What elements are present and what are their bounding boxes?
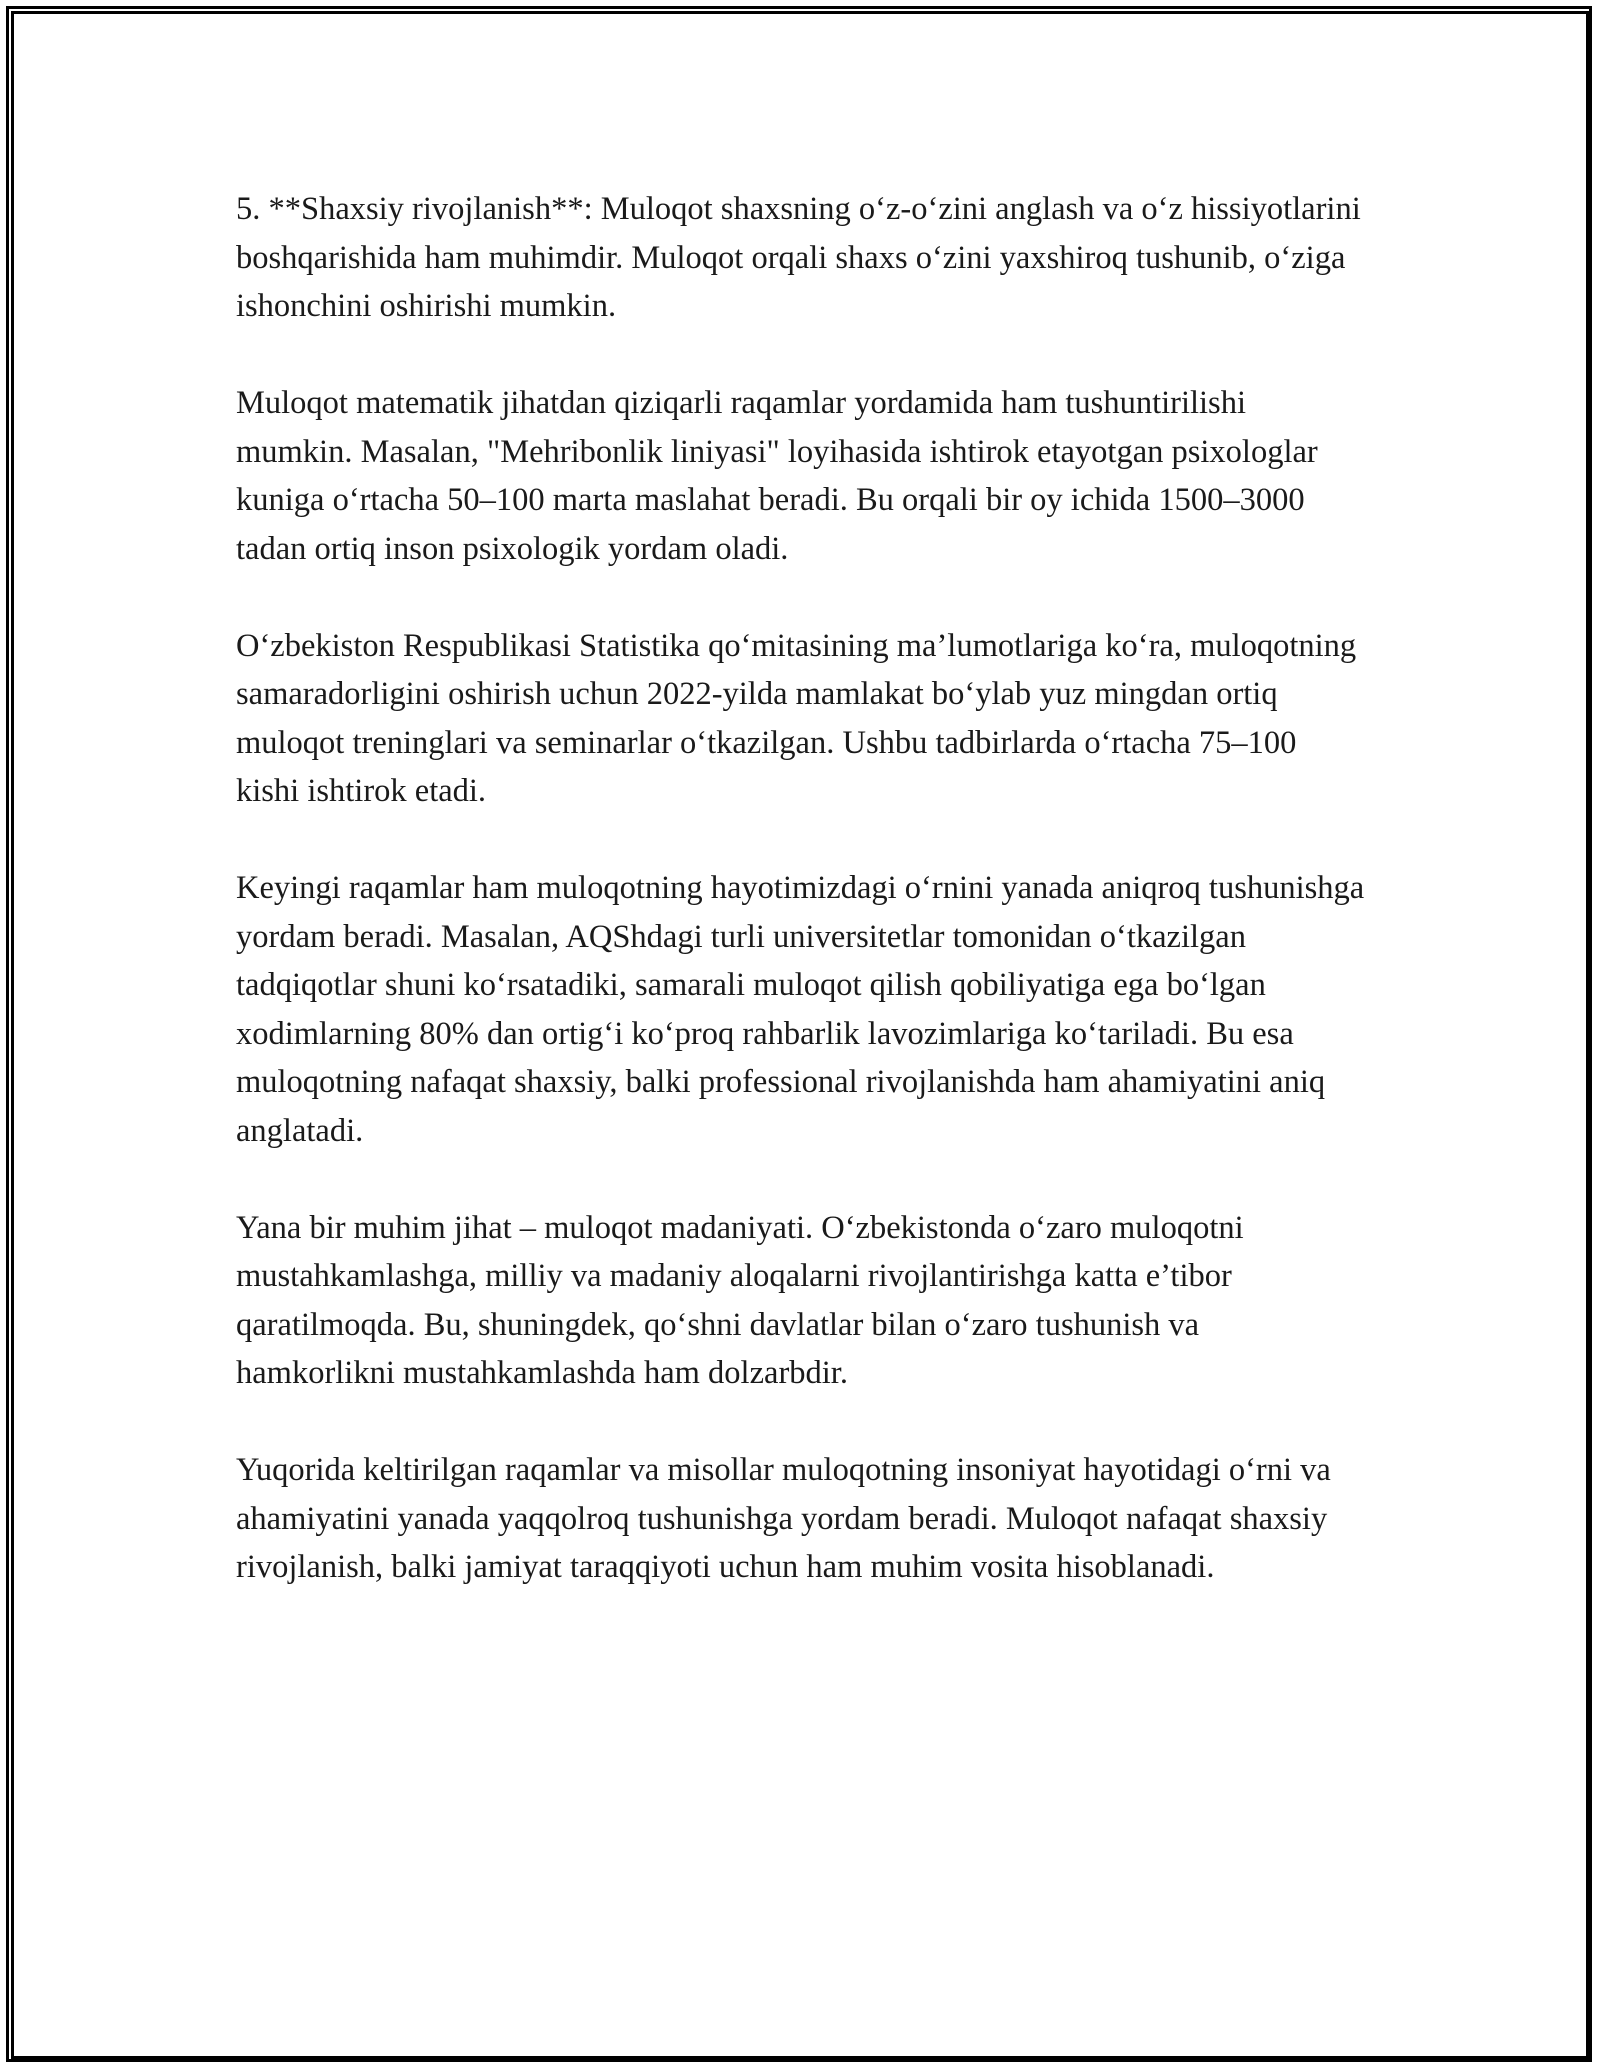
paragraph-mehribonlik-line: Muloqot matematik jihatdan qiziqarli raqamlar yordamida ham tushuntirilishi mumkin. Masalan, "Mehribonlik liniyasi" loyihasida ishtirok etayotgan psixologlar kuniga o‘rtacha 50–100 marta maslahat beradi. Bu orqali bir oy ichida 1500–3000 tadan ortiq inson psixologik yordam oladi.	[236, 385, 1318, 567]
paragraph-communication-culture: Yana bir muhim jihat – muloqot madaniyati. O‘zbekistonda o‘zaro muloqotni mustahkamlashga, milliy va madaniy aloqalarni rivojlantirishga katta e’tibor qaratilmoqda. Bu, shuningdek, qo‘shni davlatlar bilan o‘zaro tushunish va hamkorlikni mustahkamlashda ham dolzarbdir.	[236, 1209, 1244, 1391]
document-body	[236, 185, 1366, 1592]
paragraph-statistics-committee: O‘zbekiston Respublikasi Statistika qo‘mitasining ma’lumotlariga ko‘ra, muloqotning samaradorligini oshirish uchun 2022-yilda mamlakat bo‘ylab yuz mingdan ortiq muloqot treninglari va seminarlar o‘tkazilgan. Ushbu tadbirlarda o‘rtacha 75–100 kishi ishtirok etadi.	[236, 627, 1357, 809]
paragraph-usa-research: Keyingi raqamlar ham muloqotning hayotimizdagi o‘rnini yanada aniqroq tushunishga yordam beradi. Masalan, AQShdagi turli universitetlar tomonidan o‘tkazilgan tadqiqotlar shuni ko‘rsatadiki, samarali muloqot qilish qobiliyatiga ega bo‘lgan xodimlarning 80% dan ortig‘i ko‘proq rahbarlik lavozimlariga ko‘tariladi. Bu esa muloqotning nafaqat shaxsiy, balki professional rivojlanishda ham ahamiyatini aniq anglatadi.	[236, 870, 1365, 1149]
paragraph-personal-development: 5. **Shaxsiy rivojlanish**: Muloqot shaxsning o‘z-o‘zini anglash va o‘z hissiyotlarini boshqarishida ham muhimdir. Muloqot orqali shaxs o‘zini yaxshiroq tushunib, o‘ziga ishonchini oshirishi mumkin.	[236, 191, 1361, 324]
paragraph-conclusion: Yuqorida keltirilgan raqamlar va misollar muloqotning insoniyat hayotidagi o‘rni va ahamiyatini yanada yaqqolroq tushunishga yordam beradi. Muloqot nafaqat shaxsiy rivojlanish, balki jamiyat taraqqiyoti uchun ham muhim vosita hisoblanadi.	[236, 1452, 1331, 1585]
